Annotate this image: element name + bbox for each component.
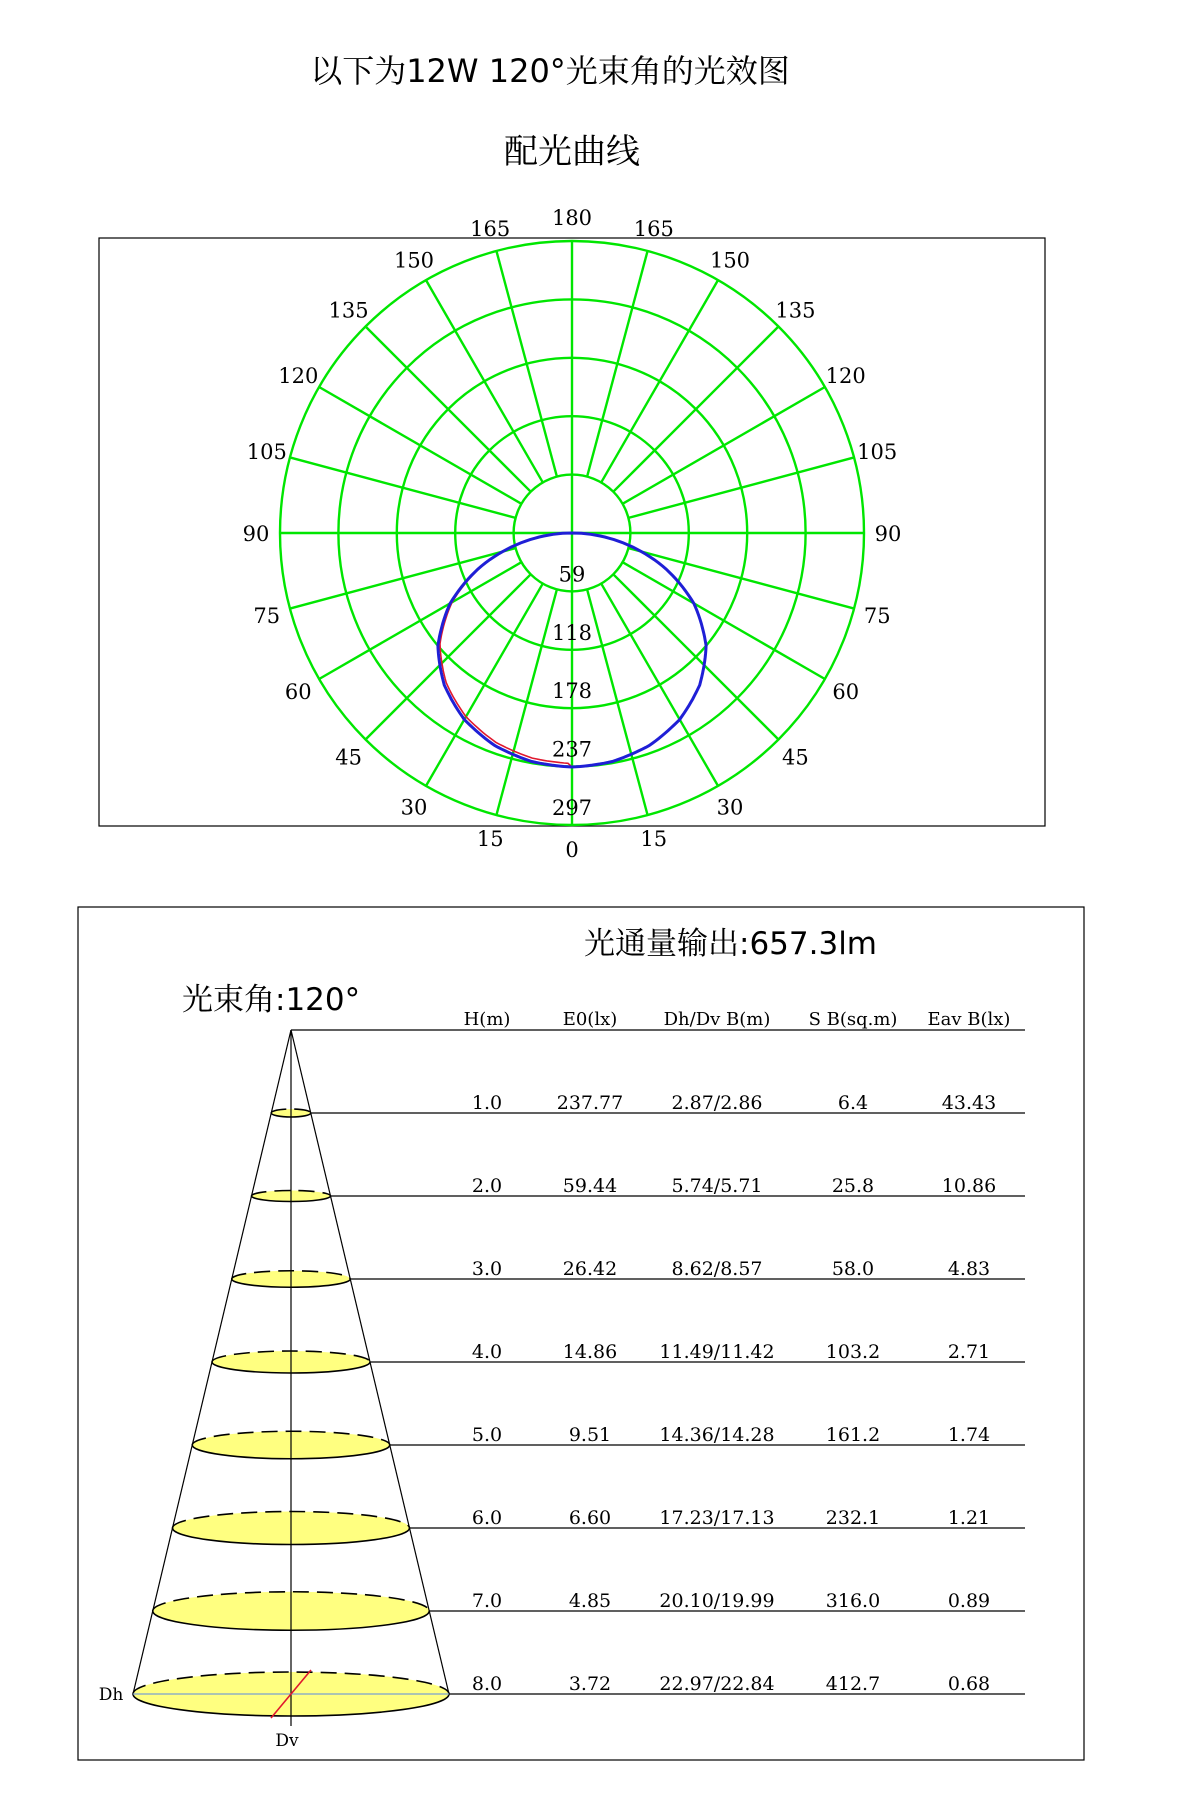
table-cell-3-1: 14.86 bbox=[562, 1341, 618, 1363]
lumen-output-title: 光通量输出:657.3lm bbox=[584, 926, 878, 962]
beam-angle-label: 光束角:120° bbox=[182, 982, 361, 1018]
angle-label-right-60: 60 bbox=[832, 680, 860, 704]
radial-label-59: 59 bbox=[558, 562, 586, 587]
table-header-1: E0(lx) bbox=[562, 1009, 618, 1030]
angle-label-right-105: 105 bbox=[857, 440, 898, 465]
table-cell-6-4: 0.89 bbox=[947, 1590, 991, 1612]
angle-label-right-165: 165 bbox=[633, 216, 674, 241]
angle-label-left-0: 0 bbox=[565, 838, 579, 862]
table-cell-7-0: 8.0 bbox=[471, 1673, 503, 1695]
table-cell-3-4: 2.71 bbox=[947, 1341, 991, 1363]
angle-label-right-135: 135 bbox=[775, 298, 816, 323]
table-cell-0-3: 6.4 bbox=[837, 1092, 869, 1114]
dv-label: Dv bbox=[275, 1731, 299, 1751]
angle-label-left-165: 165 bbox=[470, 216, 511, 241]
angle-label-left-180: 180 bbox=[551, 206, 593, 230]
cone-frame bbox=[78, 907, 1084, 1760]
table-cell-1-3: 25.8 bbox=[831, 1175, 875, 1197]
table-cell-7-2: 22.97/22.84 bbox=[659, 1673, 775, 1695]
table-cell-5-2: 17.23/17.13 bbox=[659, 1507, 775, 1529]
radial-label-237: 237 bbox=[551, 737, 593, 762]
table-cell-7-3: 412.7 bbox=[825, 1673, 881, 1695]
table-cell-5-1: 6.60 bbox=[568, 1507, 612, 1529]
table-header-2: Dh/Dv B(m) bbox=[663, 1009, 771, 1030]
angle-label-left-30: 30 bbox=[400, 795, 428, 820]
table-cell-0-1: 237.77 bbox=[556, 1092, 624, 1114]
table-cell-5-4: 1.21 bbox=[947, 1507, 991, 1529]
angle-label-right-150: 150 bbox=[709, 248, 751, 273]
angle-label-right-15: 15 bbox=[640, 827, 668, 852]
angle-label-right-75: 75 bbox=[863, 603, 891, 628]
angle-label-right-30: 30 bbox=[716, 795, 744, 820]
table-cell-6-3: 316.0 bbox=[825, 1590, 881, 1612]
table-cell-4-4: 1.74 bbox=[947, 1424, 991, 1446]
angle-label-left-60: 60 bbox=[284, 680, 312, 704]
table-cell-2-1: 26.42 bbox=[562, 1258, 618, 1280]
dh-label: Dh bbox=[98, 1685, 124, 1705]
table-header-0: H(m) bbox=[463, 1009, 511, 1030]
table-cell-2-0: 3.0 bbox=[471, 1258, 503, 1280]
table-header-4: Eav B(lx) bbox=[927, 1009, 1011, 1030]
main-title: 以下为12W 120°光束角的光效图 bbox=[310, 52, 790, 90]
angle-label-right-120: 120 bbox=[825, 364, 866, 388]
radial-label-297: 297 bbox=[551, 796, 593, 820]
radial-label-178: 178 bbox=[551, 679, 593, 704]
table-cell-1-0: 2.0 bbox=[471, 1175, 503, 1197]
angle-label-left-150: 150 bbox=[393, 248, 435, 273]
angle-label-left-15: 15 bbox=[476, 827, 504, 852]
table-cell-3-2: 11.49/11.42 bbox=[659, 1341, 775, 1363]
table-cell-0-4: 43.43 bbox=[941, 1092, 997, 1114]
angle-label-left-135: 135 bbox=[328, 298, 369, 323]
table-cell-4-1: 9.51 bbox=[568, 1424, 612, 1446]
angle-label-right-45: 45 bbox=[782, 745, 809, 770]
table-cell-0-0: 1.0 bbox=[471, 1092, 503, 1114]
angle-label-left-90: 90 bbox=[242, 522, 270, 546]
table-cell-2-3: 58.0 bbox=[831, 1258, 875, 1280]
table-cell-4-0: 5.0 bbox=[471, 1424, 503, 1446]
table-cell-4-2: 14.36/14.28 bbox=[659, 1424, 775, 1446]
table-cell-0-2: 2.87/2.86 bbox=[671, 1092, 763, 1114]
table-cell-4-3: 161.2 bbox=[825, 1424, 881, 1446]
table-cell-6-0: 7.0 bbox=[471, 1590, 503, 1612]
polar-chart-title: 配光曲线 bbox=[504, 132, 640, 172]
table-cell-3-0: 4.0 bbox=[471, 1341, 503, 1363]
table-header-3: S B(sq.m) bbox=[808, 1009, 898, 1030]
angle-label-right-90: 90 bbox=[874, 522, 902, 546]
angle-label-left-45: 45 bbox=[335, 745, 362, 770]
table-cell-2-2: 8.62/8.57 bbox=[671, 1258, 763, 1280]
angle-label-left-75: 75 bbox=[253, 603, 281, 628]
table-cell-2-4: 4.83 bbox=[947, 1258, 991, 1280]
angle-label-left-120: 120 bbox=[278, 364, 319, 388]
angle-label-left-105: 105 bbox=[246, 440, 287, 465]
cone-table bbox=[291, 1009, 1025, 1695]
table-cell-1-1: 59.44 bbox=[562, 1175, 618, 1197]
cone-shapes bbox=[99, 1030, 449, 1751]
table-cell-3-3: 103.2 bbox=[825, 1341, 881, 1363]
table-cell-1-4: 10.86 bbox=[941, 1175, 997, 1197]
table-cell-1-2: 5.74/5.71 bbox=[671, 1175, 763, 1197]
table-cell-7-1: 3.72 bbox=[568, 1673, 612, 1695]
table-cell-6-1: 4.85 bbox=[568, 1590, 612, 1612]
table-cell-5-0: 6.0 bbox=[471, 1507, 503, 1529]
table-cell-5-3: 232.1 bbox=[825, 1507, 881, 1529]
table-cell-7-4: 0.68 bbox=[947, 1673, 991, 1695]
radial-label-118: 118 bbox=[551, 620, 593, 645]
table-cell-6-2: 20.10/19.99 bbox=[659, 1590, 775, 1612]
